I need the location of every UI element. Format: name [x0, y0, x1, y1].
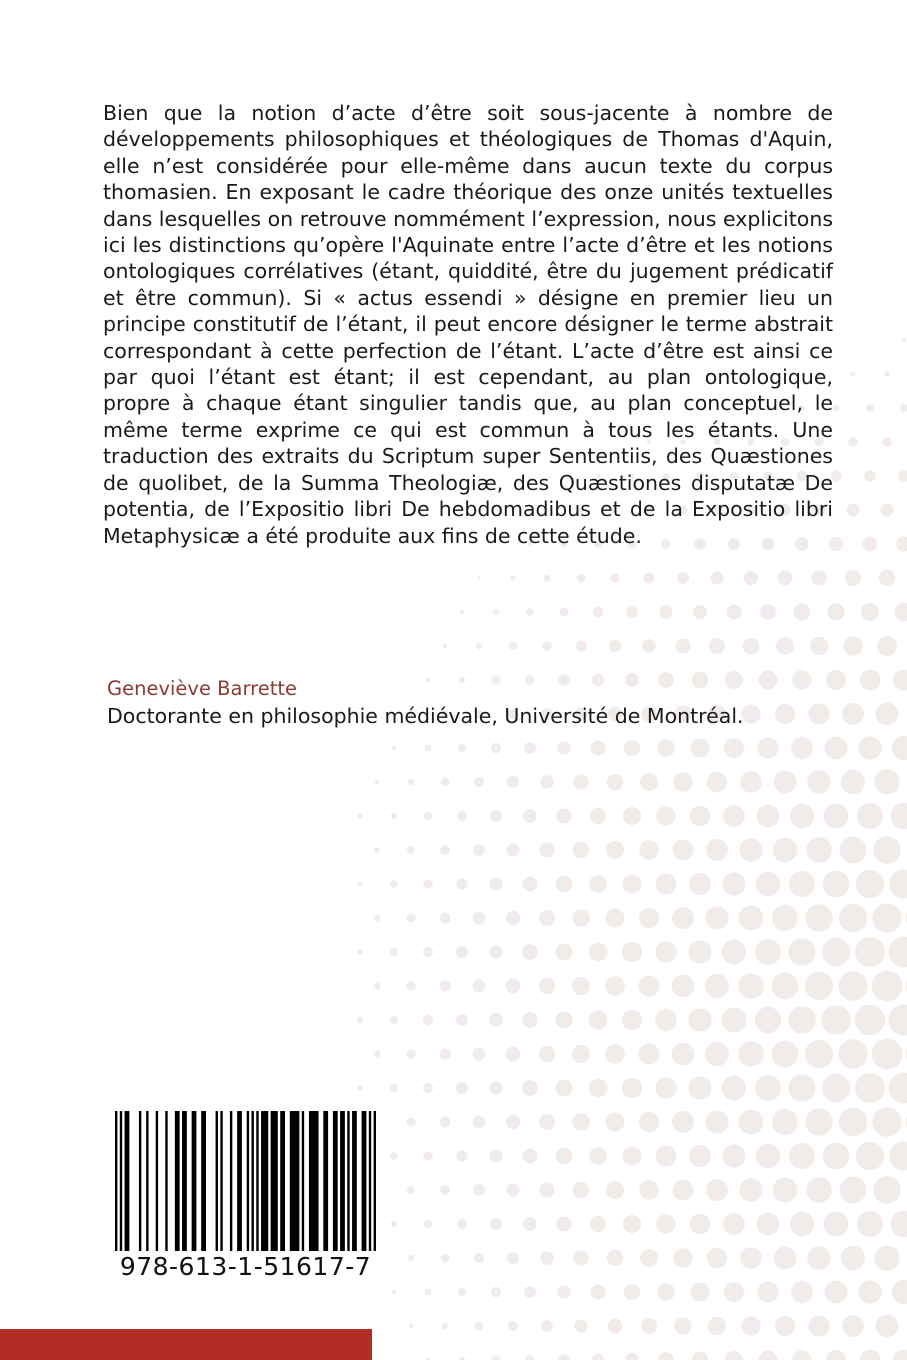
author-block — [107, 676, 827, 730]
back-cover-blurb: Bien que la notion d’acte d’être soit sous-jacente à nombre de développements philosophiques et théologiques de Thomas d'Aquin, elle n’est considérée pour elle-même dans aucun texte du corpus thomasien. En exposant le cadre théorique des onze unités textuelles dans lesquelles on retrouve nommément l’expression, nous explicitons ici les distinctions qu’opère l'Aquinate entre l’acte d’être et les notions ontologiques corrélatives (étant, quiddité, être du jugement prédicatif et être commun). Si « actus essendi » désigne en premier lieu un principe constitutif de l’étant, il peut encore désigner le terme abstrait correspondant à cette perfection de l’étant. L’acte d’être est ainsi ce par quoi l’étant est étant; il est cependant, au plan ontologique, propre à chaque étant singulier tandis que, au plan conceptuel, le même terme exprime ce qui est commun à tous les étants. Une traduction des extraits du Scriptum super Sententiis, des Quæstiones de quolibet, de la Summa Theologiæ, des Quæstiones disputatæ De potentia, de l’Expositio libri De hebdomadibus et de la Expositio libri Metaphysicæ a été produite aux fins de cette étude. — [103, 101, 833, 548]
isbn-number: 978-613-1-51617-7 — [119, 1252, 372, 1281]
isbn-barcode — [103, 1097, 388, 1309]
author-name: Geneviève Barrette — [107, 677, 298, 700]
barcode-bars — [115, 1111, 376, 1251]
author-affiliation: Doctorante en philosophie médiévale, Université de Montréal. — [107, 704, 744, 728]
red-accent-band — [0, 1329, 372, 1360]
